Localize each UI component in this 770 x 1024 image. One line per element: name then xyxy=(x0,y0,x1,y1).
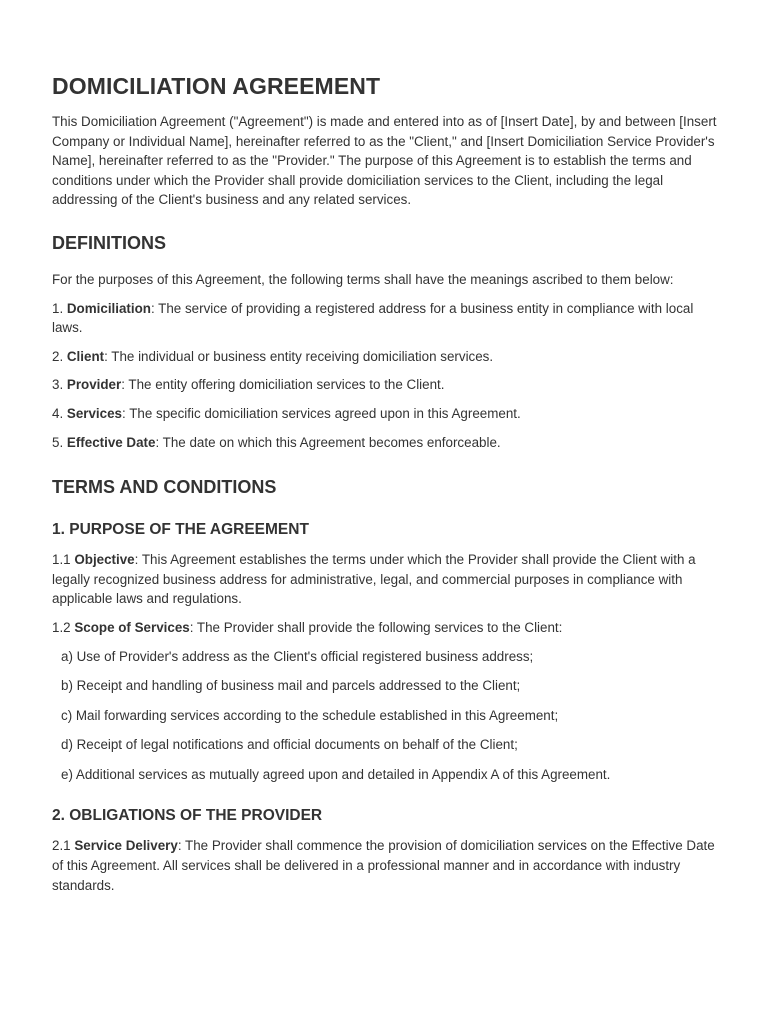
definition-text: : The entity offering domiciliation services to the Client. xyxy=(121,377,445,393)
clause-2-1 xyxy=(52,836,720,895)
definition-term: Effective Date xyxy=(66,434,156,450)
service-item: c) Mail forwarding services according to the schedule established in this Agreement; xyxy=(61,707,559,723)
section-2-heading: 2. OBLIGATIONS OF THE PROVIDER xyxy=(52,807,323,825)
definition-term: Provider xyxy=(66,377,122,393)
definition-text: : The date on which this Agreement becomes enforceable. xyxy=(155,434,501,450)
definition-number: 2. xyxy=(52,348,67,364)
definition-text: : The specific domiciliation services agreed upon in this Agreement. xyxy=(122,405,521,421)
definition-number: 3. xyxy=(52,377,67,393)
clause-text: : This Agreement establishes the terms under which the Provider shall provide the Client with a legally recognized business address for administrative, legal, and commercial purposes in compliance with applicable laws and regulations. xyxy=(52,552,696,607)
service-item: b) Receipt and handling of business mail and parcels addressed to the Client; xyxy=(61,678,521,694)
clause-term: Scope of Services xyxy=(74,619,190,635)
service-item: a) Use of Provider's address as the Client's official registered business address; xyxy=(61,648,534,664)
definition-term: Client xyxy=(66,348,105,364)
definition-term: Domiciliation xyxy=(66,300,151,316)
definitions-lead: For the purposes of this Agreement, the following terms shall have the meanings ascribed to them below: xyxy=(52,271,674,287)
service-item: d) Receipt of legal notifications and official documents on behalf of the Client; xyxy=(61,737,518,753)
clause-number: 1.2 xyxy=(52,619,75,635)
definition-item xyxy=(52,433,720,453)
definition-number: 5. xyxy=(52,434,67,450)
definition-number: 1. xyxy=(52,300,67,316)
service-item: e) Additional services as mutually agreed upon and detailed in Appendix A of this Agreement. xyxy=(61,766,611,782)
definition-number: 4. xyxy=(52,405,67,421)
definition-item xyxy=(52,347,720,367)
document-title: DOMICILIATION AGREEMENT xyxy=(52,73,381,99)
clause-1-2 xyxy=(52,618,720,638)
definition-text: : The individual or business entity receiving domiciliation services. xyxy=(104,348,494,364)
definition-item xyxy=(52,404,720,424)
clause-number: 2.1 xyxy=(52,838,75,854)
definition-item xyxy=(52,299,720,338)
definition-item xyxy=(52,375,720,395)
clause-term: Objective xyxy=(74,552,135,568)
definitions-heading: DEFINITIONS xyxy=(52,232,167,253)
clause-text: : The Provider shall provide the following services to the Client: xyxy=(189,619,563,635)
definition-term: Services xyxy=(66,405,122,421)
clause-term: Service Delivery xyxy=(74,838,178,854)
section-1-heading: 1. PURPOSE OF THE AGREEMENT xyxy=(52,521,309,539)
definition-text: : The service of providing a registered address for a business entity in compliance with local laws. xyxy=(52,300,694,336)
clause-1-1 xyxy=(52,550,720,609)
terms-heading: TERMS AND CONDITIONS xyxy=(52,477,277,498)
intro-paragraph: This Domiciliation Agreement ("Agreement") is made and entered into as of [Insert Date], by and between [Insert Company or Individual Name], hereinafter referred to as the "Client," and [Insert Domiciliation Service Provider's Name], hereinafter referred to as the "Provider." The purpose of this Agreement is to establish the terms and conditions under which the Provider shall provide domiciliation services to the Client, including the legal addressing of the Client's business and any related services. xyxy=(52,114,717,208)
clause-number: 1.1 xyxy=(52,552,75,568)
document-page xyxy=(52,72,720,904)
clause-text: : The Provider shall commence the provision of domiciliation services on the Effective Date of this Agreement. All services shall be delivered in a professional manner and in accordance with industry standards. xyxy=(52,838,715,893)
